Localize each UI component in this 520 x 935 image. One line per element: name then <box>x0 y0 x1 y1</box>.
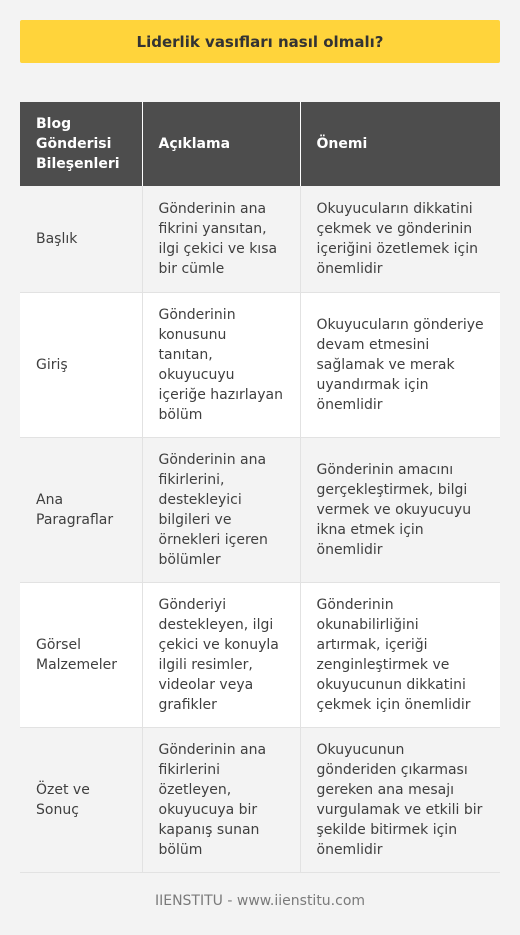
cell-component: Ana Paragraflar <box>20 438 142 583</box>
page-title: Liderlik vasıfları nasıl olmalı? <box>136 32 384 51</box>
cell-description: Gönderinin ana fikirlerini özetleyen, okuyucuya bir kapanış sunan bölüm <box>142 728 300 873</box>
cell-importance: Gönderinin okunabilirliğini artırmak, içeriği zenginleştirmek ve okuyucunun dikkatini çekmek için önemlidir <box>300 583 500 728</box>
cell-description: Gönderinin konusunu tanıtan, okuyucuyu içeriğe hazırlayan bölüm <box>142 293 300 438</box>
cell-importance: Okuyucuların dikkatini çekmek ve gönderinin içeriğini özetlemek için önemlidir <box>300 186 500 293</box>
cell-component: Başlık <box>20 186 142 293</box>
data-table <box>20 102 500 873</box>
cell-importance: Okuyucuların gönderiye devam etmesini sağlamak ve merak uyandırmak için önemlidir <box>300 293 500 438</box>
cell-description: Gönderinin ana fikrini yansıtan, ilgi çekici ve kısa bir cümle <box>142 186 300 293</box>
cell-component: Görsel Malzemeler <box>20 583 142 728</box>
cell-component: Özet ve Sonuç <box>20 728 142 873</box>
cell-importance: Okuyucunun gönderiden çıkarması gereken ana mesajı vurgulamak ve etkili bir şekilde bitirmek için önemlidir <box>300 728 500 873</box>
table-row <box>20 583 500 728</box>
title-banner <box>20 20 500 63</box>
table-row <box>20 728 500 873</box>
blog-components-table <box>20 102 500 873</box>
cell-description: Gönderiyi destekleyen, ilgi çekici ve konuyla ilgili resimler, videolar veya grafikler <box>142 583 300 728</box>
table-header-row <box>20 102 500 186</box>
footer-credit: IIENSTITU - www.iienstitu.com <box>154 893 366 909</box>
table-row <box>20 186 500 293</box>
cell-description: Gönderinin ana fikirlerini, destekleyici bilgileri ve örnekleri içeren bölümler <box>142 438 300 583</box>
cell-component: Giriş <box>20 293 142 438</box>
column-header-component: Blog Gönderisi Bileşenleri <box>20 102 142 186</box>
cell-importance: Gönderinin amacını gerçekleştirmek, bilgi vermek ve okuyucuyu ikna etmek için önemlidir <box>300 438 500 583</box>
column-header-importance: Önemi <box>300 102 500 186</box>
table-row <box>20 293 500 438</box>
column-header-description: Açıklama <box>142 102 300 186</box>
table-row <box>20 438 500 583</box>
